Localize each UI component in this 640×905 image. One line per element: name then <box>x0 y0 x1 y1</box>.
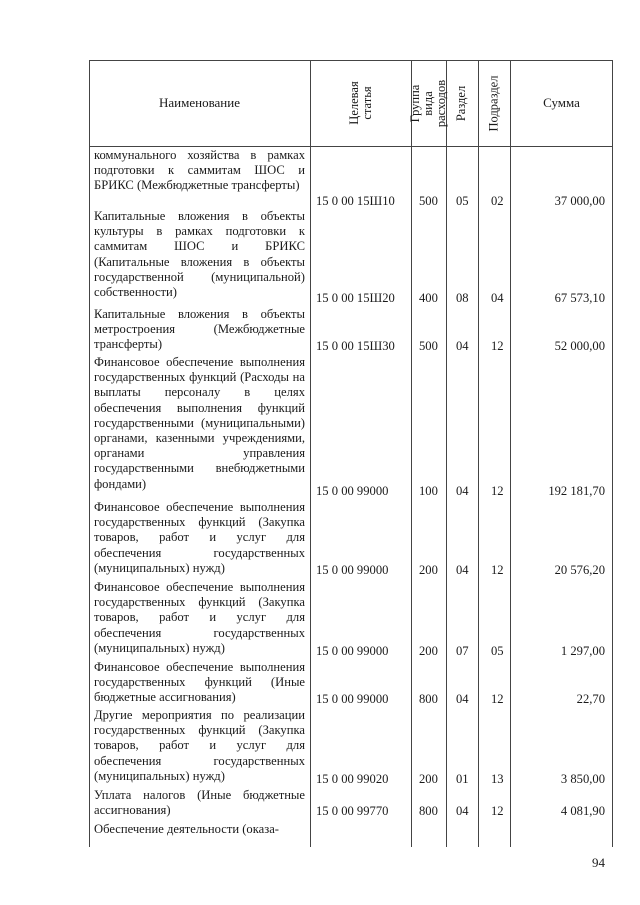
row-group: 500 <box>419 194 438 208</box>
row-code: 15 0 00 15Ш10 <box>316 194 395 208</box>
row-sum: 67 573,10 <box>554 291 605 305</box>
row-code: 15 0 00 99000 <box>316 644 389 658</box>
row-group: 200 <box>419 644 438 658</box>
row-name: Капитальные вложения в объекты метростроения (Межбюджетные трансферты) <box>94 307 305 352</box>
row-subsection: 12 <box>491 563 504 577</box>
row-subsection: 02 <box>491 194 504 208</box>
row-group: 200 <box>419 772 438 786</box>
row-group: 400 <box>419 291 438 305</box>
row-subsection: 13 <box>491 772 504 786</box>
row-section: 07 <box>456 644 469 658</box>
row-code: 15 0 00 99000 <box>316 692 389 706</box>
row-section: 04 <box>456 563 469 577</box>
row-sum: 1 297,00 <box>560 644 605 658</box>
header-section: Раздел <box>454 85 469 121</box>
table-border-left <box>89 60 90 847</box>
row-sum: 20 576,20 <box>554 563 605 577</box>
header-group-cell <box>408 60 449 146</box>
row-code: 15 0 00 99770 <box>316 804 389 818</box>
row-sum: 22,70 <box>576 692 605 706</box>
header-code-cell <box>310 60 411 146</box>
column-divider <box>446 60 447 847</box>
row-sum: 3 850,00 <box>560 772 605 786</box>
column-divider <box>478 60 479 847</box>
row-group: 200 <box>419 563 438 577</box>
row-name: Финансовое обеспечение выполнения государственных функций (Расходы на выплаты персоналу в целях обеспечения выполнения функций государственными (муниципальными) органами, казенными учреждениями, органами управления государственными внебюджетными фондами) <box>94 355 305 491</box>
row-code: 15 0 00 99020 <box>316 772 389 786</box>
row-subsection: 12 <box>491 484 504 498</box>
row-name: Уплата налогов (Иные бюджетные ассигнования) <box>94 788 305 818</box>
column-divider <box>310 60 311 847</box>
row-code: 15 0 00 99000 <box>316 563 389 577</box>
row-group: 100 <box>419 484 438 498</box>
row-section: 04 <box>456 692 469 706</box>
row-code: 15 0 00 15Ш30 <box>316 339 395 353</box>
row-name: Другие мероприятия по реализации государственных функций (Закупка товаров, работ и услуг для обеспечения государственных (муниципальных) нужд) <box>94 708 305 783</box>
header-divider <box>89 146 613 147</box>
row-name: Финансовое обеспечение выполнения государственных функций (Закупка товаров, работ и услуг для обеспечения государственных (муниципальных) нужд) <box>94 500 305 575</box>
row-group: 800 <box>419 692 438 706</box>
row-name: Капитальные вложения в объекты культуры в рамках подготовки к саммитам ШОС и БРИКС (Капитальные вложения в объекты государственной (муниципальной) собственности) <box>94 209 305 300</box>
header-section-cell <box>446 60 478 146</box>
row-name: Обеспечение деятельности (оказа- <box>94 822 279 836</box>
header-code: Целевая статья <box>346 81 374 125</box>
row-sum: 4 081,90 <box>560 804 605 818</box>
header-name: Наименование <box>159 95 240 110</box>
row-section: 08 <box>456 291 469 305</box>
row-subsection: 12 <box>491 804 504 818</box>
header-group: Группа вида расходов <box>408 79 449 127</box>
row-section: 04 <box>456 484 469 498</box>
row-sum: 192 181,70 <box>548 484 605 498</box>
row-group: 800 <box>419 804 438 818</box>
row-name: коммунального хозяйства в рамках подготовки к саммитам ШОС и БРИКС (Межбюджетные трансферты) <box>94 148 305 193</box>
row-subsection: 12 <box>491 339 504 353</box>
row-subsection: 05 <box>491 644 504 658</box>
header-subsection: Подраздел <box>486 75 501 131</box>
row-code: 15 0 00 99000 <box>316 484 389 498</box>
table-border-right <box>612 60 613 847</box>
row-group: 500 <box>419 339 438 353</box>
row-sum: 37 000,00 <box>554 194 605 208</box>
row-name: Финансовое обеспечение выполнения государственных функций (Закупка товаров, работ и услуг для обеспечения государственных (муниципальных) нужд) <box>94 580 305 655</box>
column-divider <box>510 60 511 847</box>
row-subsection: 04 <box>491 291 504 305</box>
row-name: Финансовое обеспечение выполнения государственных функций (Иные бюджетные ассигнования) <box>94 660 305 705</box>
row-subsection: 12 <box>491 692 504 706</box>
header-subsection-cell <box>478 60 510 146</box>
row-section: 04 <box>456 804 469 818</box>
column-divider <box>411 60 412 847</box>
row-sum: 52 000,00 <box>554 339 605 353</box>
row-code: 15 0 00 15Ш20 <box>316 291 395 305</box>
budget-table <box>89 60 613 847</box>
row-section: 05 <box>456 194 469 208</box>
row-section: 04 <box>456 339 469 353</box>
header-sum: Сумма <box>543 95 580 110</box>
row-section: 01 <box>456 772 469 786</box>
page-number: 94 <box>592 855 605 870</box>
